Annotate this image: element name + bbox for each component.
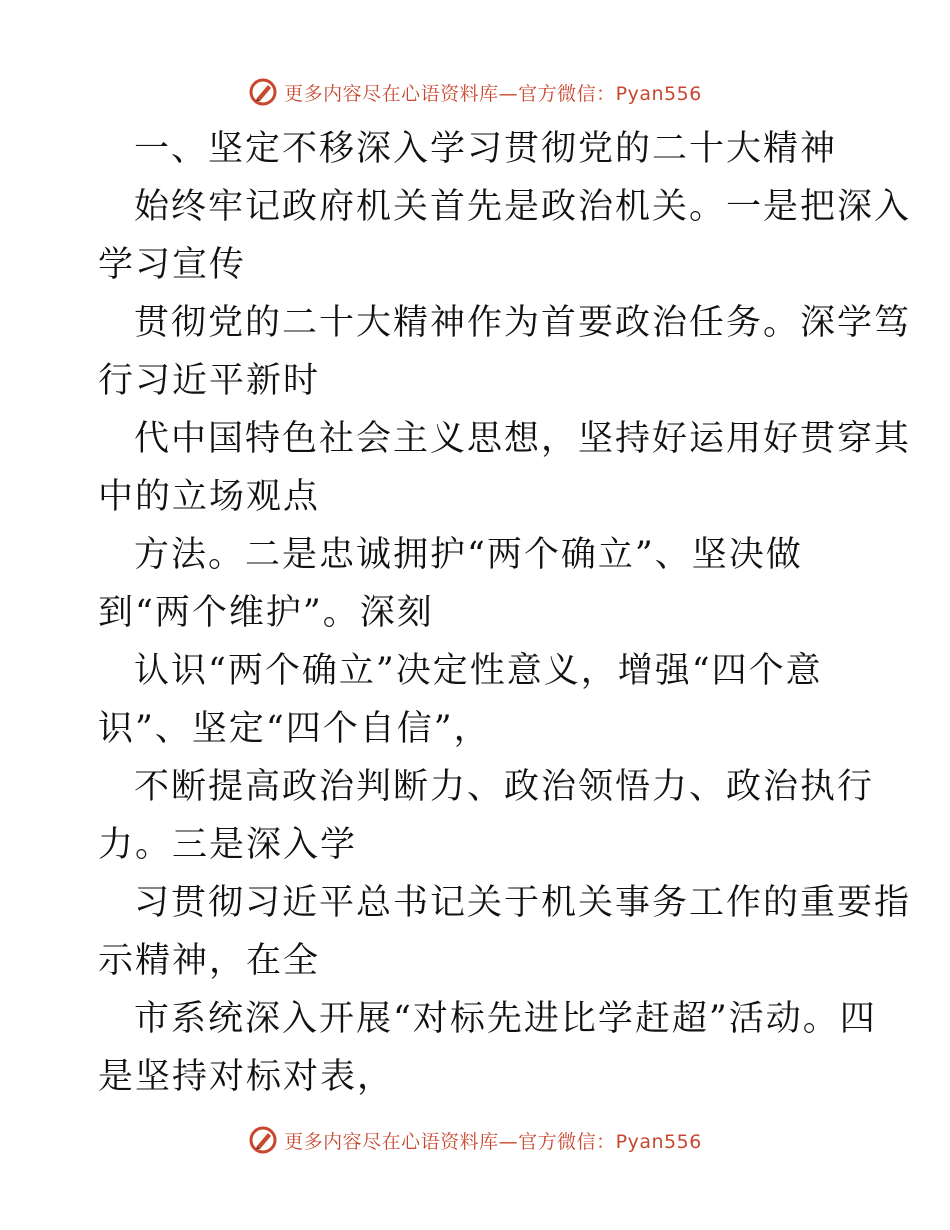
text-line: 认识“两个确立”决定性意义，增强“四个意 <box>134 651 823 691</box>
text-line: 到“两个维护”。深刻 <box>98 593 434 633</box>
text-line: 不断提高政治判断力、政治领悟力、政治执行 <box>134 767 875 807</box>
section-heading: 一、坚定不移深入学习贯彻党的二十大精神 <box>134 129 838 169</box>
document-body <box>98 120 912 1106</box>
header-banner <box>0 72 950 112</box>
text-line: 习贯彻习近平总书记关于机关事务工作的重要指 <box>134 883 912 923</box>
footer-banner <box>0 1120 950 1160</box>
header-banner-text: 更多内容尽在心语资料库—官方微信：Pyan556 <box>284 82 702 105</box>
text-line: 方法。二是忠诚拥护“两个确立”、坚决做 <box>134 535 803 575</box>
text-line: 行习近平新时 <box>98 361 321 401</box>
text-line: 市系统深入开展“对标先进比学赶超”活动。四 <box>134 999 877 1039</box>
text-line: 识”、坚定“四个自信”， <box>98 709 491 749</box>
pen-logo-icon <box>248 77 278 107</box>
text-line: 力。三是深入学 <box>98 825 358 865</box>
text-line: 示精神，在全 <box>98 941 321 981</box>
text-line: 代中国特色社会主义思想，坚持好运用好贯穿其 <box>134 419 912 459</box>
text-line: 中的立场观点 <box>98 477 321 517</box>
footer-banner-text: 更多内容尽在心语资料库—官方微信：Pyan556 <box>284 1130 702 1153</box>
text-line: 始终牢记政府机关首先是政治机关。一是把深入 <box>134 187 912 227</box>
text-line: 学习宣传 <box>98 245 247 285</box>
text-line: 是坚持对标对表， <box>98 1057 395 1097</box>
pen-logo-icon <box>248 1125 278 1155</box>
text-line: 贯彻党的二十大精神作为首要政治任务。深学笃 <box>134 303 912 343</box>
